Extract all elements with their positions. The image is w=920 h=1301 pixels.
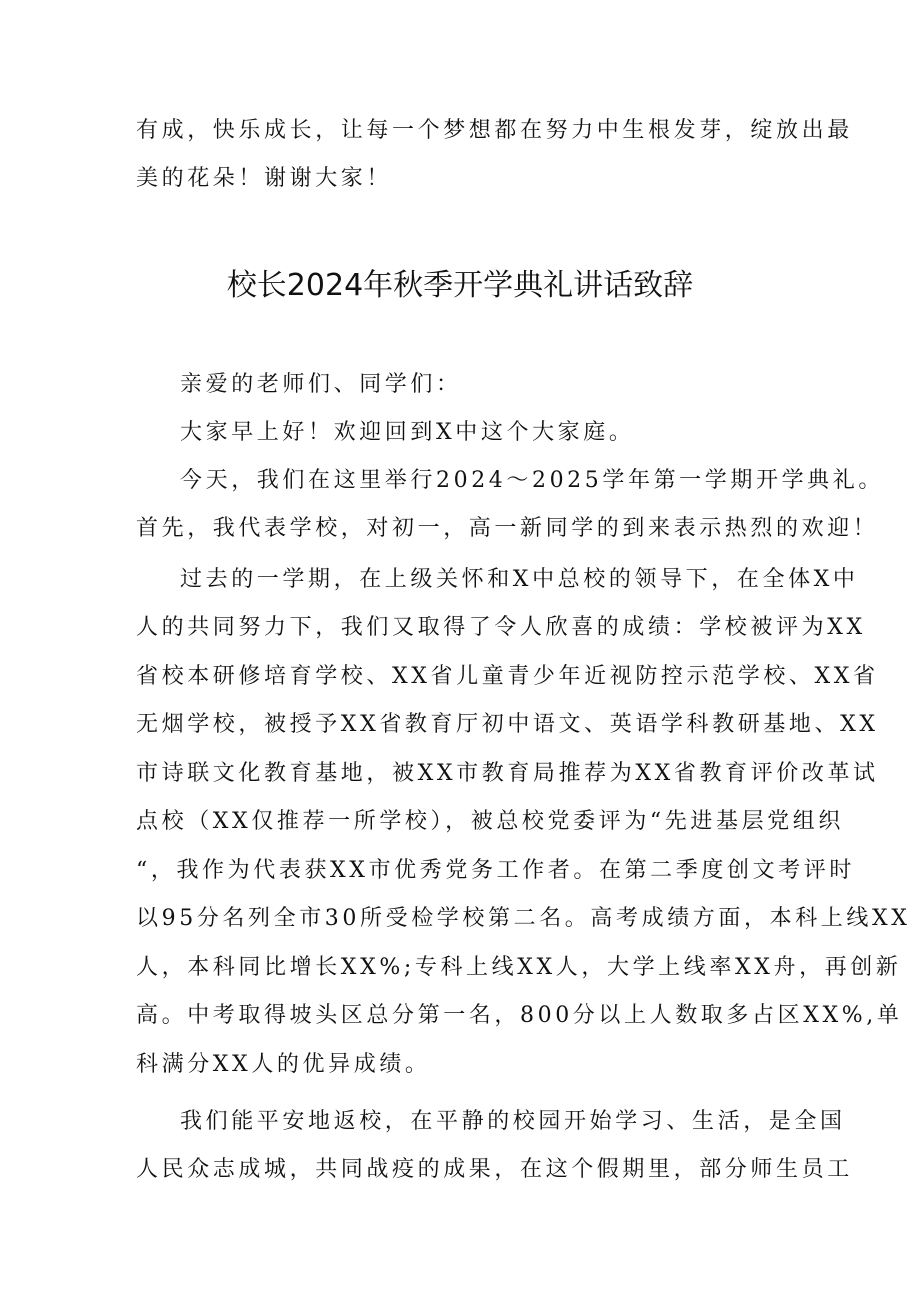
morning-line: 大家早上好！欢迎回到X中这个大家庭。 (180, 420, 635, 445)
para3-line-2: 人民众志成城，共同战疫的成果，在这个假期里，部分师生员工 (136, 1157, 853, 1182)
para1-line-2: 首先，我代表学校，对初一，高一新同学的到来表示热烈的欢迎！ (136, 516, 879, 541)
para2-line-10: 高。中考取得坡头区总分第一名，800分以上人数取多占区XX%,单 (136, 1003, 903, 1028)
intro-line-1: 有成，快乐成长，让每一个梦想都在努力中生根发芽，绽放出最 (136, 118, 853, 143)
para2-line-6: 点校（XX仅推荐一所学校），被总校党委评为“先进基层党组织 (136, 809, 844, 834)
greeting-line: 亲爱的老师们、同学们： (180, 372, 462, 397)
para2-line-4: 无烟学校，被授予XX省教育厅初中语文、英语学科教研基地、XX (136, 712, 879, 737)
para3-line-1: 我们能平安地返校，在平静的校园开始学习、生活，是全国 (180, 1109, 846, 1134)
para2-line-11: 科满分XX人的优异成绩。 (136, 1052, 431, 1077)
para2-line-2: 人的共同努力下，我们又取得了令人欣喜的成绩：学校被评为XX (136, 615, 866, 640)
para1-line-1: 今天，我们在这里举行2024〜2025学年第一学期开学典礼。 (180, 468, 884, 493)
para2-line-7: “，我作为代表获XX市优秀党务工作者。在第二季度创文考评时 (136, 858, 855, 883)
para2-line-9: 人，本科同比增长XX%;专科上线XX人，大学上线率XX舟，再创新 (136, 955, 902, 980)
intro-line-2: 美的花朵！谢谢大家！ (136, 166, 393, 191)
para2-line-1: 过去的一学期，在上级关怀和X中总校的领导下，在全体X中 (180, 567, 859, 592)
para2-line-5: 市诗联文化教育基地，被XX市教育局推荐为XX省教育评价改革试 (136, 761, 879, 786)
para2-line-3: 省校本研修培育学校、XX省儿童青少年近视防控示范学校、XX省 (136, 664, 879, 689)
para2-line-8: 以95分名列全市30所受检学校第二名。高考成绩方面，本科上线XX (136, 906, 911, 931)
document-title: 校长2024年秋季开学典礼讲话致辞 (226, 268, 694, 303)
